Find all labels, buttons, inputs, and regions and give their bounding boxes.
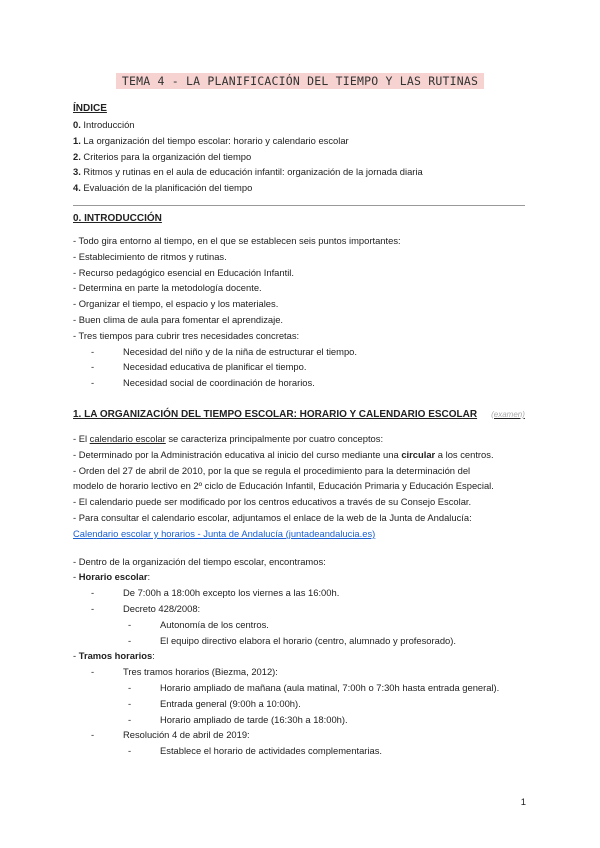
tramos-heading: - Tramos horarios: — [73, 650, 155, 662]
list-item: - De 7:00h a 18:00h excepto los viernes a las 16:00h. — [91, 587, 340, 599]
section1 — [73, 407, 543, 759]
intro-line: - Establecimiento de ritmos y rutinas. — [73, 250, 227, 262]
index-item: 3. Ritmos y rutinas en el aula de educación infantil: organización de la jornada diaria — [73, 166, 423, 178]
title-container — [0, 72, 600, 90]
list-subitem: - El equipo directivo elabora el horario (centro, alumnado y profesorado). — [128, 634, 456, 646]
list-subitem: - Entrada general (9:00h a 10:00h). — [128, 697, 301, 709]
body-line: - Determinado por la Administración educativa al inicio del curso mediante una circular a los centros. — [73, 448, 494, 460]
index-item: 4. Evaluación de la planificación del tiempo — [73, 182, 253, 194]
section-divider — [73, 205, 525, 206]
index-heading: ÍNDICE — [73, 103, 107, 114]
exam-tag: (examen) — [491, 410, 525, 419]
horario-heading: - Horario escolar: — [73, 571, 151, 583]
body-line: - El calendario puede ser modificado por los centros educativos a través de su Consejo Escolar. — [73, 496, 472, 508]
intro-section — [73, 211, 533, 391]
index-item: 1. La organización del tiempo escolar: horario y calendario escolar — [73, 134, 349, 146]
list-subitem: - Establece el horario de actividades complementarias. — [128, 745, 382, 757]
intro-line: - Determina en parte la metodología docente. — [73, 282, 262, 294]
list-item: - Decreto 428/2008: — [91, 602, 201, 614]
list-subitem: - Horario ampliado de tarde (16:30h a 18:00h). — [128, 713, 348, 725]
body-line: modelo de horario lectivo en 2º ciclo de Educación Infantil, Educación Primaria y Educación Especial. — [73, 480, 494, 492]
intro-line: - Buen clima de aula para fomentar el aprendizaje. — [73, 313, 284, 325]
page-number: 1 — [520, 797, 526, 808]
intro-heading: 0. INTRODUCCIÓN — [73, 213, 162, 224]
body-line: - Orden del 27 de abril de 2010, por la que se regula el procedimiento para la determinación del — [73, 464, 471, 476]
calendar-link[interactable]: Calendario escolar y horarios - Junta de Andalucía (juntadeandalucia.es) — [73, 527, 376, 539]
intro-line: - Todo gira entorno al tiempo, en el que se establecen seis puntos importantes: — [73, 235, 401, 246]
intro-line: - Recurso pedagógico esencial en Educación Infantil. — [73, 266, 294, 278]
body-line: - Para consultar el calendario escolar, adjuntamos el enlace de la web de la Junta de Andalucía: — [73, 511, 472, 523]
intro-line: - Organizar el tiempo, el espacio y los materiales. — [73, 298, 279, 310]
list-item: - Tres tramos horarios (Biezma, 2012): — [91, 666, 278, 678]
index-item: 0. Introducción — [73, 119, 135, 130]
list-subitem: - Horario ampliado de mañana (aula matinal, 7:00h o 7:30h hasta entrada general). — [128, 681, 500, 693]
intro-subitem: - Necesidad del niño y de la niña de estructurar el tiempo. — [91, 345, 357, 357]
intro-subitem: - Necesidad educativa de planificar el tiempo. — [91, 361, 307, 373]
list-subitem: - Autonomía de los centros. — [128, 618, 269, 630]
body-line: - Dentro de la organización del tiempo escolar, encontramos: — [73, 555, 326, 567]
body-line: - El calendario escolar se caracteriza principalmente por cuatro conceptos: — [73, 433, 384, 444]
list-item: - Resolución 4 de abril de 2019: — [91, 729, 250, 741]
page-title: TEMA 4 - LA PLANIFICACIÓN DEL TIEMPO Y LAS RUTINAS — [116, 73, 484, 89]
section1-heading: 1. LA ORGANIZACIÓN DEL TIEMPO ESCOLAR: HORARIO Y CALENDARIO ESCOLAR (examen) — [73, 409, 525, 420]
intro-line: - Tres tiempos para cubrir tres necesidades concretas: — [73, 329, 300, 341]
intro-subitem: - Necesidad social de coordinación de horarios. — [91, 377, 315, 389]
index-section — [73, 101, 533, 196]
index-item: 2. Criterios para la organización del tiempo — [73, 150, 252, 162]
